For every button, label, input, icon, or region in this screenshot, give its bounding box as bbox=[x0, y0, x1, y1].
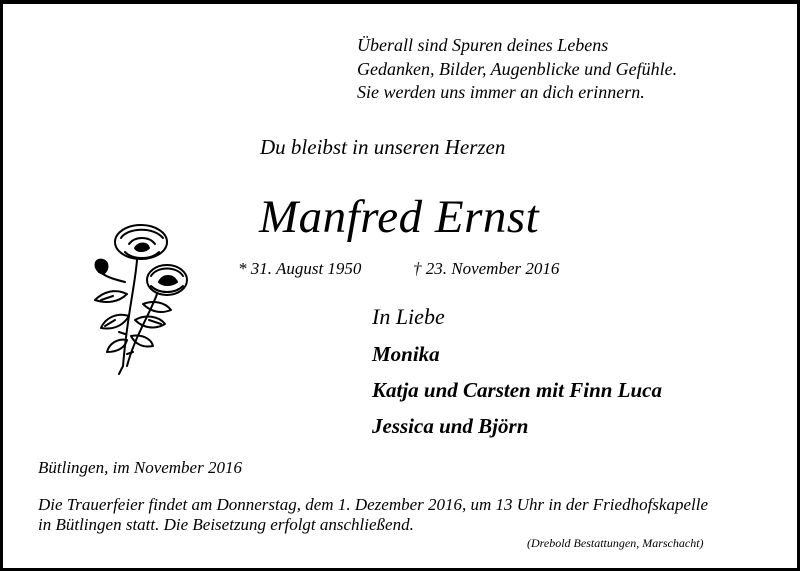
ceremony-line: in Bütlingen statt. Die Beisetzung erfolgt anschließend. bbox=[38, 515, 414, 534]
place-date: Bütlingen, im November 2016 bbox=[38, 458, 242, 477]
poem-line: Sie werden uns immer an dich erinnern. bbox=[357, 82, 645, 102]
death-date: † 23. November 2016 bbox=[413, 259, 560, 278]
deceased-name: Manfred Ernst bbox=[259, 191, 540, 243]
poem bbox=[357, 34, 677, 105]
birth-date: * 31. August 1950 bbox=[238, 259, 362, 278]
poem-line: Überall sind Spuren deines Lebens bbox=[357, 35, 609, 55]
poem-line: Gedanken, Bilder, Augenblicke und Gefühle. bbox=[357, 58, 678, 79]
ceremony-info bbox=[38, 495, 708, 535]
mourner-name: Jessica und Björn bbox=[372, 414, 529, 438]
rose-icon bbox=[65, 216, 201, 376]
mourner-name: Katja und Carsten mit Finn Luca bbox=[372, 378, 663, 402]
undertaker-credit: (Drebold Bestattungen, Marschacht) bbox=[527, 536, 704, 550]
mourners-intro: In Liebe bbox=[372, 304, 445, 329]
motto: Du bleibst in unseren Herzen bbox=[260, 135, 506, 159]
ceremony-line: Die Trauerfeier findet am Donnerstag, dem 1. Dezember 2016, um 13 Uhr in der Friedhofskapelle bbox=[38, 495, 708, 514]
mourner-name: Monika bbox=[372, 342, 440, 366]
